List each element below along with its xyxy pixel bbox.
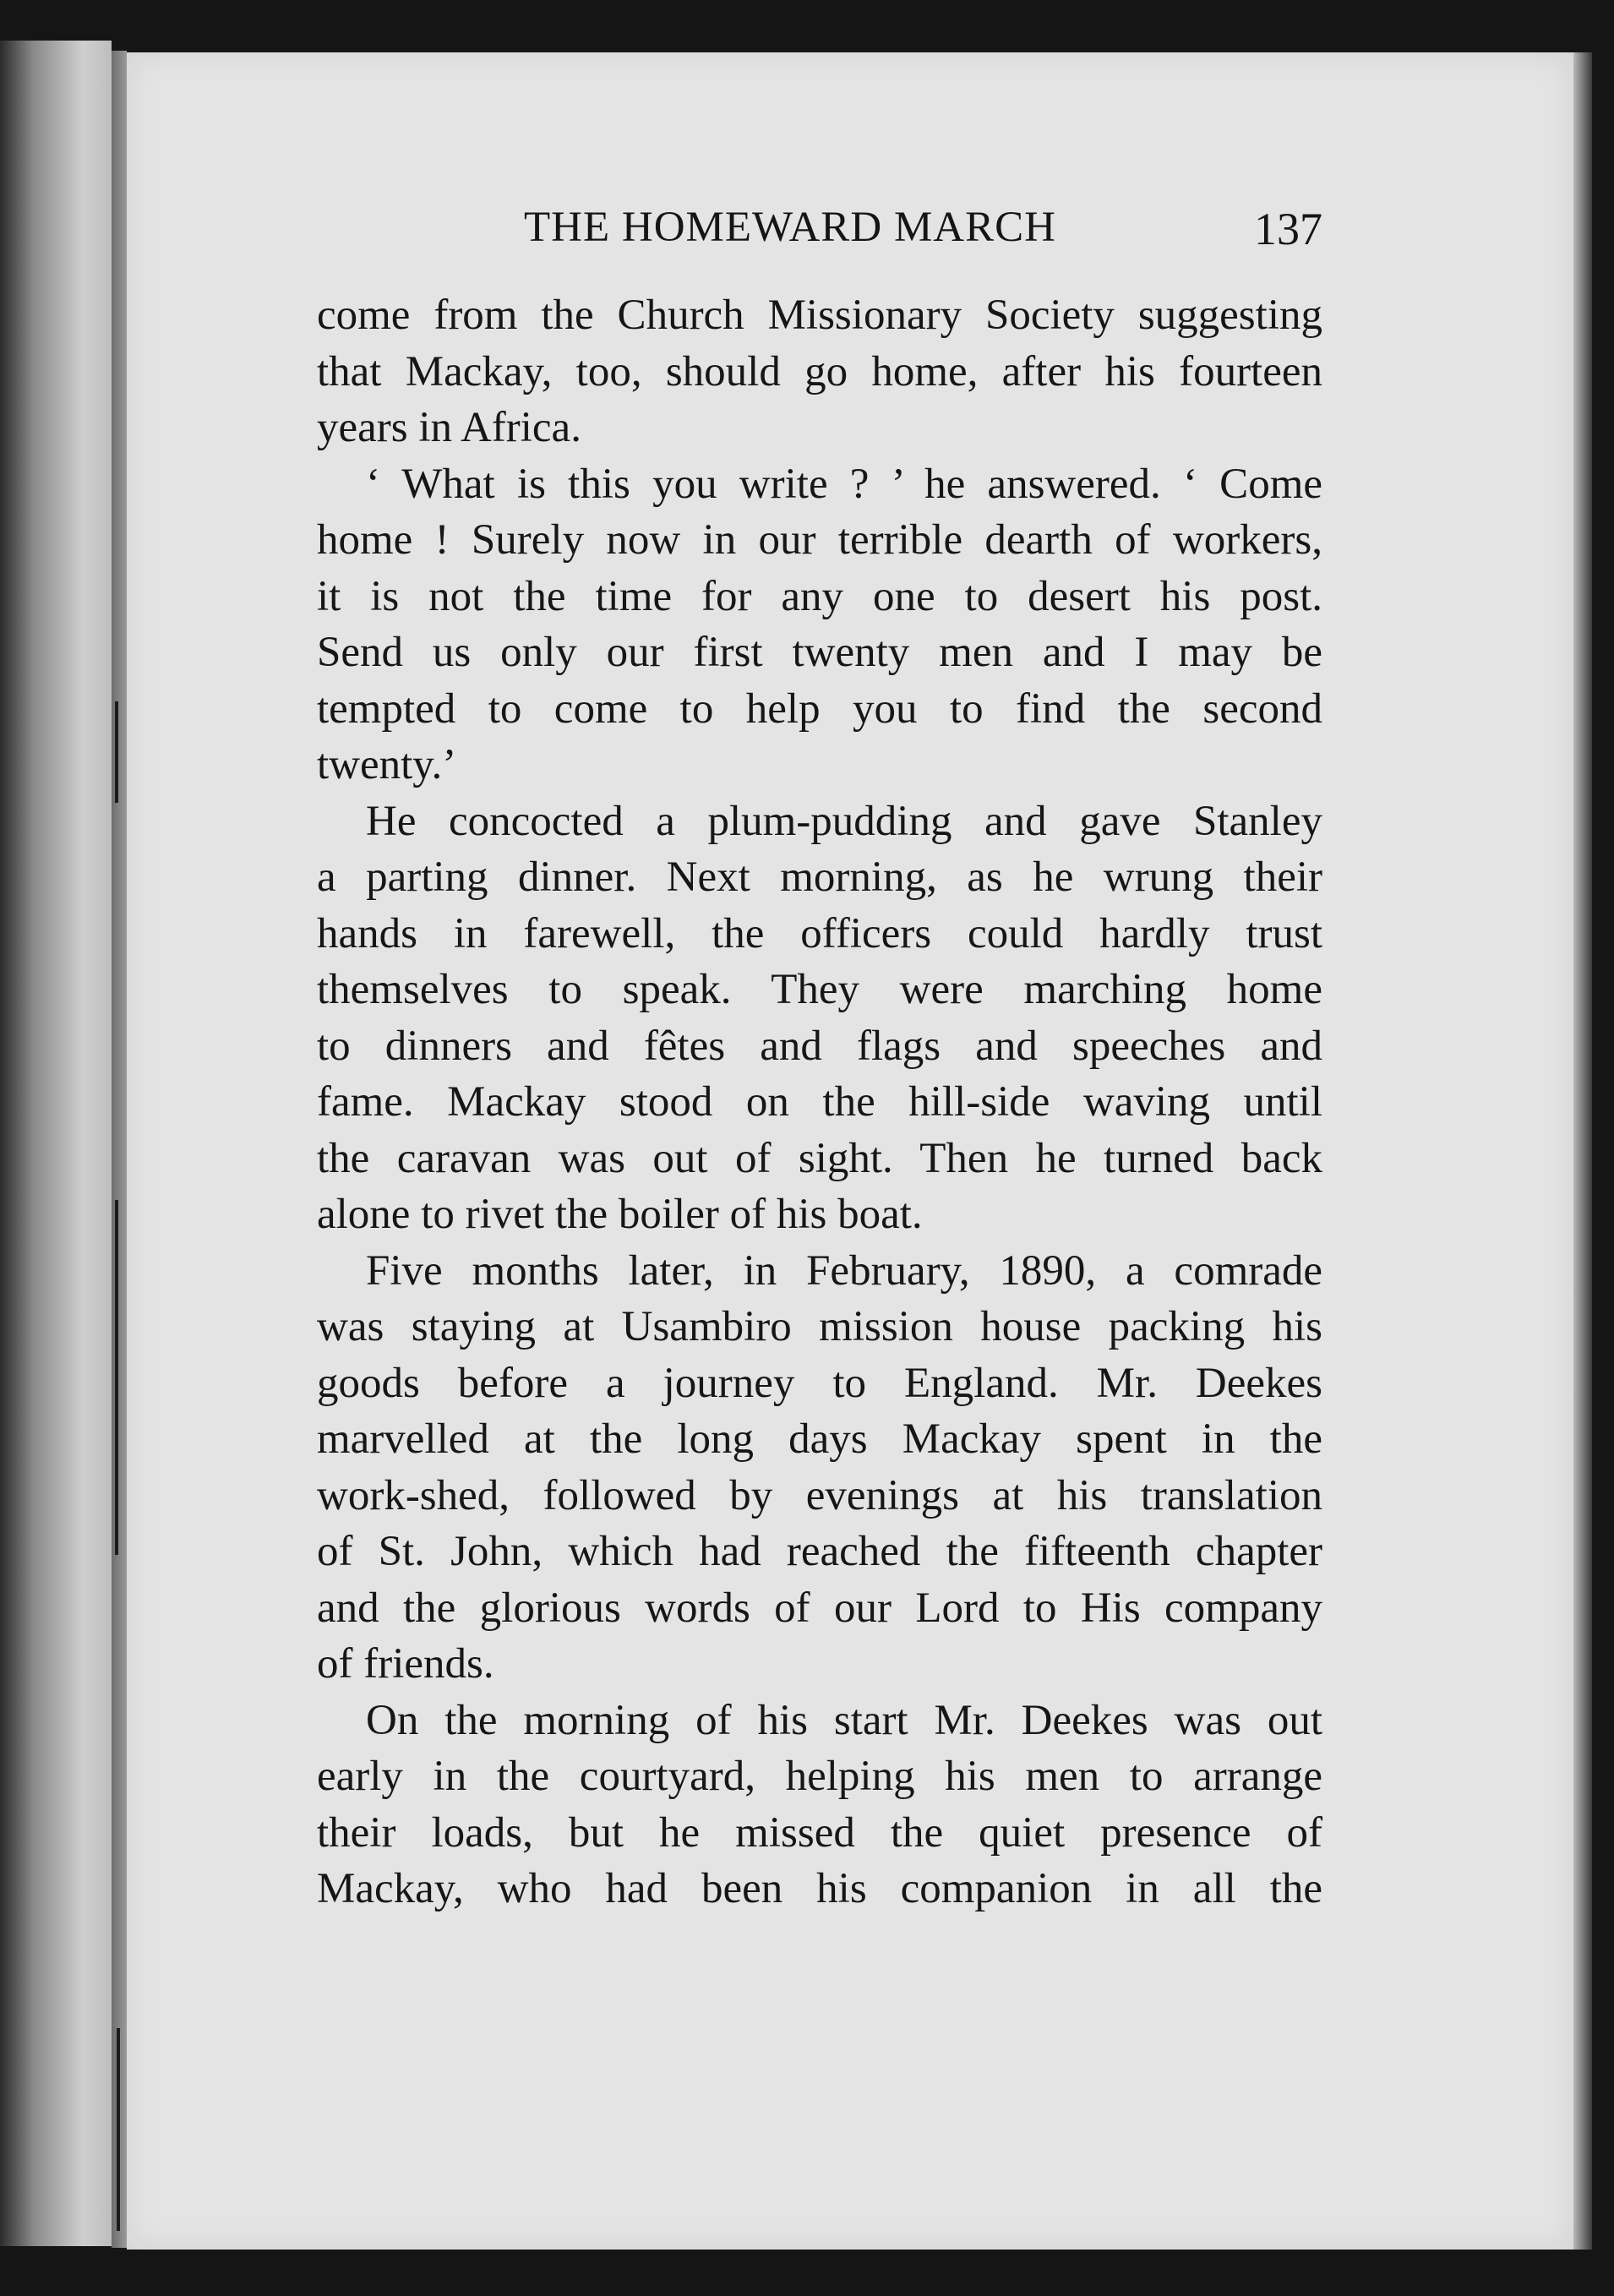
- text-line: to dinners and fêtes and flags and speeches and: [317, 1022, 1322, 1070]
- text-line: twenty.’: [317, 741, 457, 788]
- text-line: the caravan was out of sight. Then he turned back: [317, 1134, 1322, 1182]
- body-text: [317, 287, 1322, 1917]
- text-line: He concocted a plum-pudding and gave Stanley: [366, 797, 1322, 845]
- text-line: fame. Mackay stood on the hill-side waving until: [317, 1078, 1322, 1126]
- text-line: of St. John, which had reached the fifteenth chapter: [317, 1528, 1322, 1575]
- text-line: Five months later, in February, 1890, a comrade: [366, 1246, 1322, 1295]
- paragraph: [317, 1693, 1322, 1917]
- text-line: early in the courtyard, helping his men to arrange: [317, 1753, 1322, 1800]
- page-edge-right: [1573, 52, 1592, 2250]
- text-line: their loads, but he missed the quiet presence of: [317, 1808, 1322, 1857]
- paragraph: [317, 794, 1322, 1243]
- text-line: themselves to speak. They were marching home: [317, 966, 1322, 1013]
- text-line: that Mackay, too, should go home, after his fourteen: [317, 347, 1322, 395]
- book-gutter: [112, 51, 127, 2248]
- running-head-title: THE HOMEWARD MARCH: [524, 204, 1056, 251]
- text-line: alone to rivet the boiler of his boat.: [317, 1191, 923, 1238]
- text-line: a parting dinner. Next morning, as he wrung their: [317, 854, 1322, 901]
- text-line: was staying at Usambiro mission house packing his: [317, 1303, 1322, 1350]
- text-line: and the glorious words of our Lord to His company: [317, 1584, 1322, 1632]
- text-line: ‘ What is this you write ? ’ he answered. ‘ Come: [366, 460, 1322, 508]
- running-head: [317, 203, 1322, 270]
- gutter-mark: [115, 1200, 118, 1555]
- text-line: years in Africa.: [317, 404, 581, 451]
- text-line: Send us only our first twenty men and I may be: [317, 629, 1322, 676]
- text-line: come from the Church Missionary Society suggesting: [317, 292, 1322, 339]
- page-number: 137: [1254, 204, 1322, 254]
- facing-page-edge: [0, 41, 112, 2246]
- text-line: goods before a journey to England. Mr. Deekes: [317, 1359, 1322, 1407]
- gutter-mark: [115, 701, 118, 803]
- text-line: hands in farewell, the officers could hardly trust: [317, 909, 1322, 957]
- text-line: tempted to come to help you to find the second: [317, 684, 1322, 733]
- text-line: Mackay, who had been his companion in all the: [317, 1865, 1322, 1912]
- text-line: home ! Surely now in our terrible dearth of workers,: [317, 516, 1322, 564]
- text-line: On the morning of his start Mr. Deekes was out: [366, 1696, 1322, 1744]
- text-line: it is not the time for any one to desert his post.: [317, 572, 1322, 620]
- paragraph: [317, 287, 1322, 456]
- paragraph: [317, 456, 1322, 794]
- text-line: marvelled at the long days Mackay spent in the: [317, 1415, 1322, 1463]
- gutter-mark: [117, 2028, 120, 2231]
- text-line: of friends.: [317, 1640, 494, 1688]
- text-line: work-shed, followed by evenings at his translation: [317, 1471, 1322, 1519]
- paragraph: [317, 1243, 1322, 1693]
